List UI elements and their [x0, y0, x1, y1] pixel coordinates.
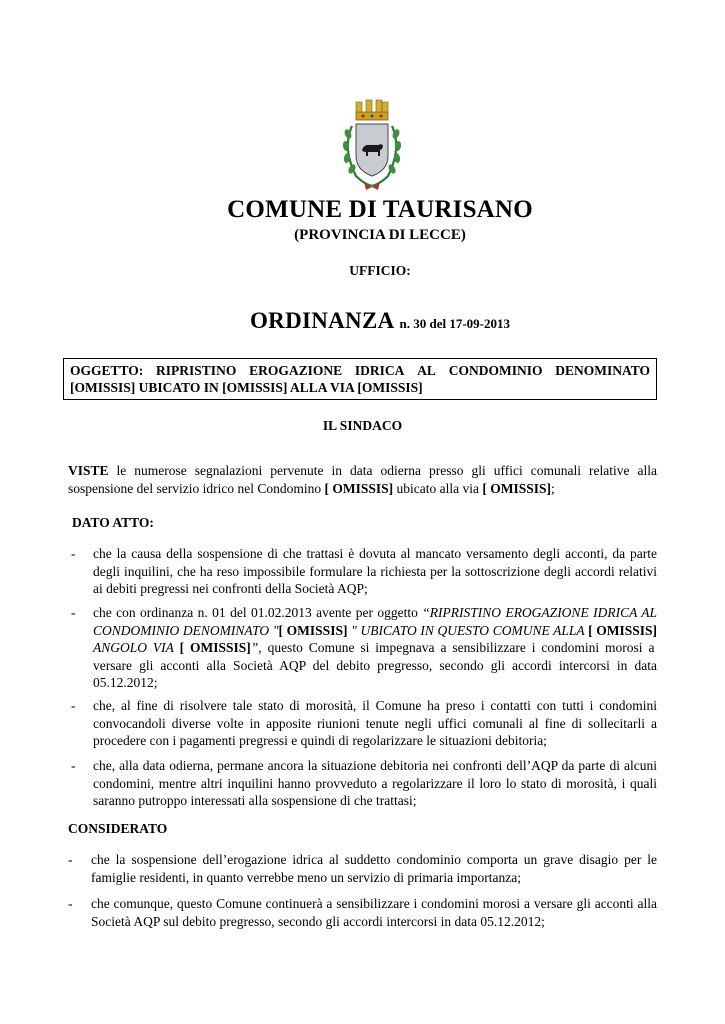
viste-text: ;: [550, 480, 555, 496]
subject-line-1: [70, 362, 650, 379]
ordinance-title: [0, 308, 725, 334]
viste-paragraph: [68, 462, 657, 497]
subject-word: IDRICA: [354, 363, 405, 378]
considerato-heading: CONSIDERATO: [68, 821, 168, 836]
bullet-dash: -: [71, 698, 76, 713]
subject-word: EROGAZIONE: [249, 363, 343, 378]
list-item-text: che, alla data odierna, permane ancora la situazione debitoria nei confronti dell’AQP da parte di alcuni condomini, mentre altri inquilini hanno provveduto a regolarizzare il loro lo stato di morosità, i quali saranno putroppo interessati alla sospensione di che trattasi;: [93, 758, 657, 809]
coat-of-arms-icon: [330, 98, 414, 194]
text-run: che con ordinanza n. 01 del 01.02.2013 avente per oggetto: [93, 605, 423, 620]
municipality-title: COMUNE DI TAURISANO: [227, 196, 533, 223]
viste-text: le numerose segnalazioni pervenute in data odierna presso gli uffici comunali relative alla sospensione del servizio idrico nel Condomino: [68, 463, 657, 496]
bullet-dash: -: [71, 546, 76, 561]
text-run: " UBICATO IN QUESTO COMUNE ALLA: [347, 622, 589, 638]
bullet-dash: -: [68, 896, 73, 911]
subject-word: AL: [417, 363, 436, 378]
dato-atto-heading: DATO ATTO:: [72, 515, 154, 530]
list-item-text: che la sospensione dell’erogazione idrica al suddetto condominio comporta un grave disagio per le famiglie residenti, in quanto verrebbe meno un servizio di primaria importanza;: [91, 852, 657, 885]
viste-text: ubicato alla via: [393, 480, 483, 496]
list-item: [71, 545, 657, 599]
list-item: [68, 851, 657, 887]
list-item: [68, 895, 657, 931]
subject-word: CONDOMINIO: [448, 363, 543, 378]
list-item-text: che, al fine di risolvere tale stato di morosità, il Comune ha preso i contatti con tutti i condomini convocandoli diverse volte in apposite riunioni tenute negli uffici comunali al fine di sollecitarli a procedere con i pagamenti pregressi e quindi di regolarizzare le situazioni debitoria;: [93, 698, 657, 749]
mayor-heading: [0, 418, 725, 434]
list-item: [71, 757, 657, 811]
list-item-text: che comunque, questo Comune continuerà a sensibilizzare i condomini morosi a versare gli acconti alla Società AQP sul debito pregresso, secondo gli accordi intercorsi in data 05.12.2012;: [91, 896, 657, 929]
subject-word: DENOMINATO: [555, 363, 650, 378]
ordinance-number: n. 30 del 17-09-2013: [399, 316, 511, 331]
omissis-tag: [ OMISSIS]: [278, 622, 348, 638]
subject-word: OGGETTO:: [70, 363, 144, 378]
province-subtitle: (PROVINCIA DI LECCE): [294, 227, 466, 243]
text-run: ANGOLO VIA: [93, 640, 180, 656]
omissis-tag: [ OMISSIS]: [324, 480, 394, 496]
mayor-heading-text: IL SINDACO: [322, 418, 403, 433]
viste-label: VISTE: [68, 463, 109, 478]
omissis-tag: [ OMISSIS]: [588, 622, 658, 638]
list-item: [71, 697, 657, 751]
subject-word: RIPRISTINO: [156, 363, 237, 378]
bullet-dash: -: [71, 758, 76, 773]
list-item-text: che la causa della sospensione di che trattasi è dovuta al mancato versamento degli acconti, da parte degli inquilini, che ha reso impossibile formulare la richiesta per la sottoscrizione degli accordi relativi ai debiti pregressi nei confronti della Società AQP;: [93, 546, 657, 597]
subject-line-2: [OMISSIS] UBICATO IN [OMISSIS] ALLA VIA [OMISSIS]: [70, 380, 423, 395]
office-label: UFFICIO:: [349, 263, 411, 278]
ordinance-word: ORDINANZA: [249, 308, 395, 333]
text-run: “RIPRISTINO EROGAZIONE IDRICA AL CONDOMINIO DENOMINATO ": [93, 605, 657, 638]
bullet-dash: -: [68, 852, 73, 867]
bullet-dash: -: [71, 605, 76, 620]
omissis-tag: [ OMISSIS]: [482, 480, 551, 496]
text-run: ”,: [250, 640, 262, 656]
list-item-text: [93, 604, 657, 692]
text-run: questo Comune si impegnava a sensibilizzare i condomini morosi a versare gli acconti alla Società AQP del debito pregresso, secondo gli accordi intercorsi in data 05.12.2012;: [93, 640, 657, 691]
omissis-tag: [ OMISSIS]: [179, 640, 251, 656]
list-item: [71, 604, 657, 694]
subject-box: [63, 358, 657, 400]
